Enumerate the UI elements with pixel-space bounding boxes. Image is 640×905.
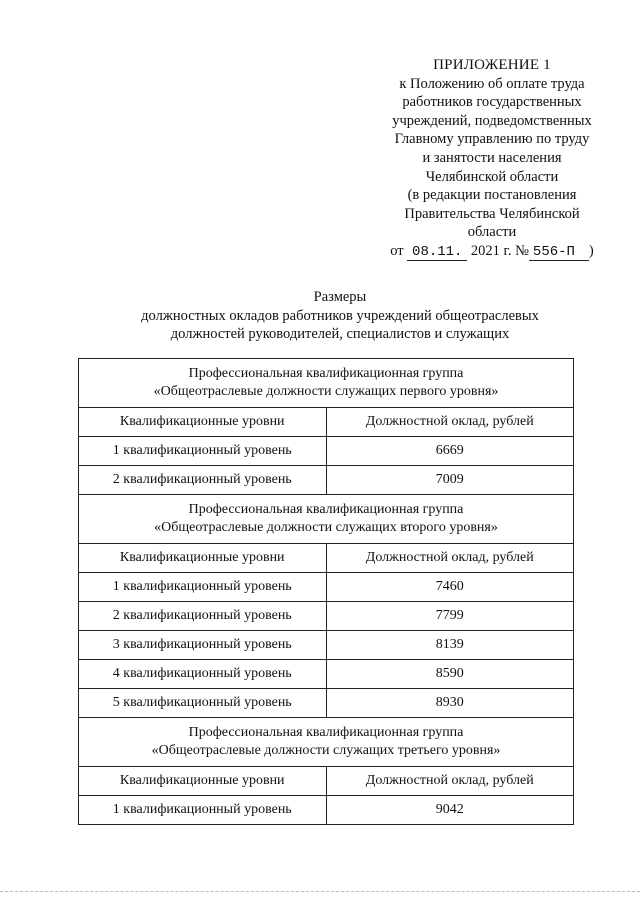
salary-table — [78, 358, 574, 825]
column-header-levels: Квалификационные уровни — [79, 767, 327, 796]
column-header-salary: Должностной оклад, рублей — [326, 544, 574, 573]
salary-cell: 8930 — [326, 689, 574, 718]
appendix-line: области — [467, 224, 517, 241]
appendix-line: Правительства Челябинской — [404, 205, 580, 222]
column-header-row — [79, 767, 574, 796]
resolution-date: 08.11. — [407, 245, 467, 261]
salary-cell: 7799 — [326, 602, 574, 631]
group-title-line: Профессиональная квалификационная группа — [188, 725, 464, 740]
group-header-row — [79, 718, 574, 767]
group-title-cell — [79, 718, 574, 767]
document-title — [60, 288, 620, 344]
table-row — [79, 602, 574, 631]
appendix-line: работников государственных — [402, 94, 582, 111]
salary-cell: 6669 — [326, 437, 574, 466]
page-bottom-rule — [0, 891, 640, 892]
column-header-row — [79, 544, 574, 573]
appendix-block — [372, 56, 612, 261]
group-title-line: «Общеотраслевые должности служащих первого уровня» — [153, 384, 499, 399]
table-row — [79, 689, 574, 718]
level-cell: 2 квалификационный уровень — [79, 602, 327, 631]
salary-cell: 7009 — [326, 466, 574, 495]
group-title-line: «Общеотраслевые должности служащих второго уровня» — [154, 520, 498, 535]
group-title-line: Профессиональная квалификационная группа — [188, 366, 464, 381]
group-title-cell — [79, 359, 574, 408]
title-line: должностей руководителей, специалистов и служащих — [170, 326, 510, 343]
level-cell: 4 квалификационный уровень — [79, 660, 327, 689]
group-title-cell — [79, 495, 574, 544]
level-cell: 5 квалификационный уровень — [79, 689, 327, 718]
group-title-line: Профессиональная квалификационная группа — [188, 502, 464, 517]
column-header-salary: Должностной оклад, рублей — [326, 408, 574, 437]
salary-cell: 9042 — [326, 796, 574, 825]
column-header-levels: Квалификационные уровни — [79, 544, 327, 573]
salary-cell: 8139 — [326, 631, 574, 660]
title-line: Размеры — [313, 289, 367, 305]
group-header-row — [79, 495, 574, 544]
appendix-line: к Положению об оплате труда — [399, 75, 585, 92]
title-line: должностных окладов работников учреждений общеотраслевых — [141, 307, 539, 324]
appendix-line: Челябинской области — [425, 168, 559, 185]
group-title-line: «Общеотраслевые должности служащих третьего уровня» — [151, 743, 501, 758]
appendix-line: учреждений, подведомственных — [392, 112, 592, 129]
level-cell: 1 квалификационный уровень — [79, 573, 327, 602]
appendix-heading: ПРИЛОЖЕНИЕ 1 — [433, 57, 551, 73]
table-row — [79, 631, 574, 660]
appendix-line: и занятости населения — [422, 149, 562, 166]
table-row — [79, 660, 574, 689]
closing-paren: ) — [588, 242, 594, 259]
salary-cell: 7460 — [326, 573, 574, 602]
table-row — [79, 796, 574, 825]
level-cell: 1 квалификационный уровень — [79, 437, 327, 466]
group-header-row — [79, 359, 574, 408]
table-row — [79, 466, 574, 495]
column-header-row — [79, 408, 574, 437]
level-cell: 1 квалификационный уровень — [79, 796, 327, 825]
table-row — [79, 573, 574, 602]
level-cell: 3 квалификационный уровень — [79, 631, 327, 660]
resolution-number: 556-П — [529, 245, 589, 261]
date-prefix: от — [390, 242, 404, 259]
appendix-line: Главному управлению по труду — [394, 131, 590, 148]
resolution-date-line — [372, 242, 612, 261]
appendix-line: (в редакции постановления — [407, 187, 577, 204]
column-header-salary: Должностной оклад, рублей — [326, 767, 574, 796]
year-text: 2021 г. № — [470, 242, 529, 259]
column-header-levels: Квалификационные уровни — [79, 408, 327, 437]
salary-cell: 8590 — [326, 660, 574, 689]
table-row — [79, 437, 574, 466]
level-cell: 2 квалификационный уровень — [79, 466, 327, 495]
